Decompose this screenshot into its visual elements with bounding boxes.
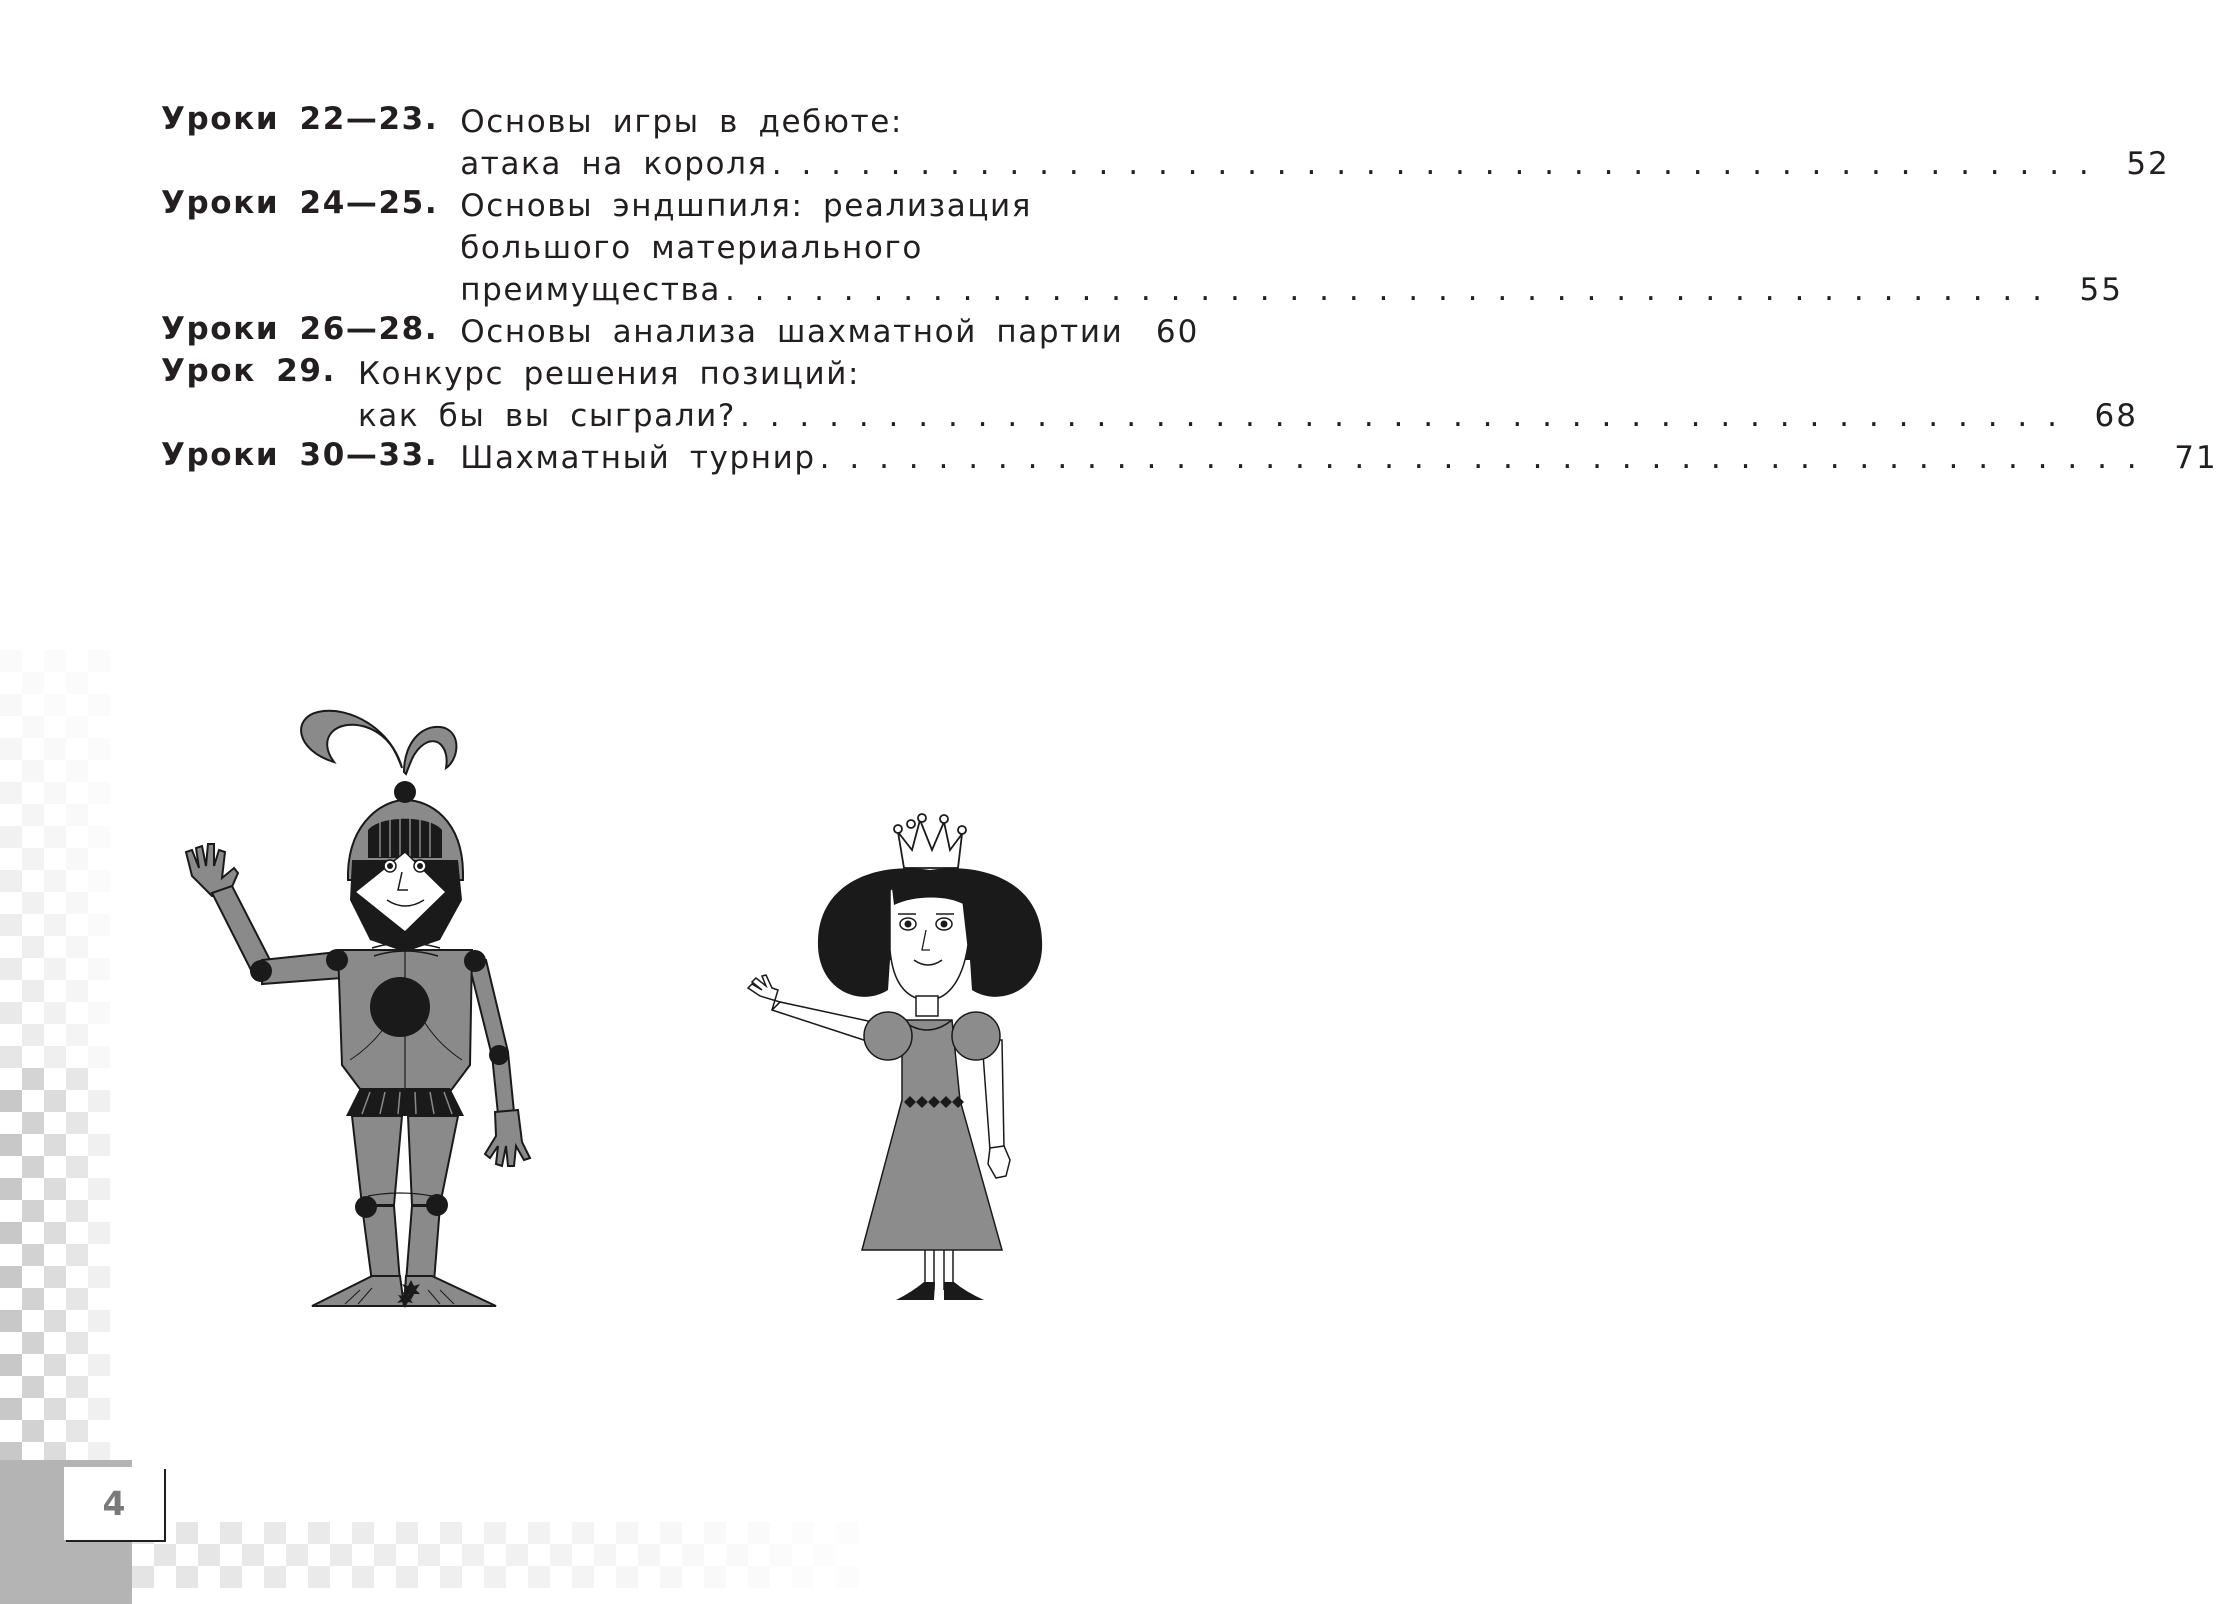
toc-page-number: 71	[2174, 440, 2218, 476]
toc-page-number: 60	[1155, 314, 1200, 350]
toc-page-number: 55	[2079, 272, 2123, 308]
toc-line-text: Конкурс решения позиций:	[357, 356, 861, 392]
toc-lesson-label: Уроки 22—23.	[161, 101, 439, 137]
toc-lesson-label: Уроки 30—33.	[161, 437, 439, 473]
toc-line-text: Основы эндшпиля: реализация	[460, 188, 1033, 224]
princess-figure	[748, 814, 1042, 1300]
toc-line-text: большого материального	[460, 230, 923, 266]
toc-page-number: 68	[2094, 398, 2138, 434]
toc-line-text: Основы анализа шахматной партии	[460, 314, 1124, 350]
toc-lesson-label: Уроки 24—25.	[161, 185, 439, 221]
toc-line-text: атака на короля	[460, 146, 768, 182]
toc-line-text: как бы вы сыграли?	[357, 398, 736, 434]
page-number: 4	[102, 1484, 126, 1523]
toc-line-text: Шахматный турнир	[460, 440, 816, 476]
page-number-box	[64, 1467, 164, 1540]
toc-line-text: Основы игры в дебюте:	[460, 104, 903, 140]
toc-lesson-label: Урок 29.	[161, 353, 336, 389]
knight-figure	[186, 711, 530, 1308]
toc-line-text: преимущества	[460, 272, 721, 308]
toc-page-number: 52	[2126, 146, 2170, 182]
toc-lesson-label: Уроки 26—28.	[161, 311, 439, 347]
